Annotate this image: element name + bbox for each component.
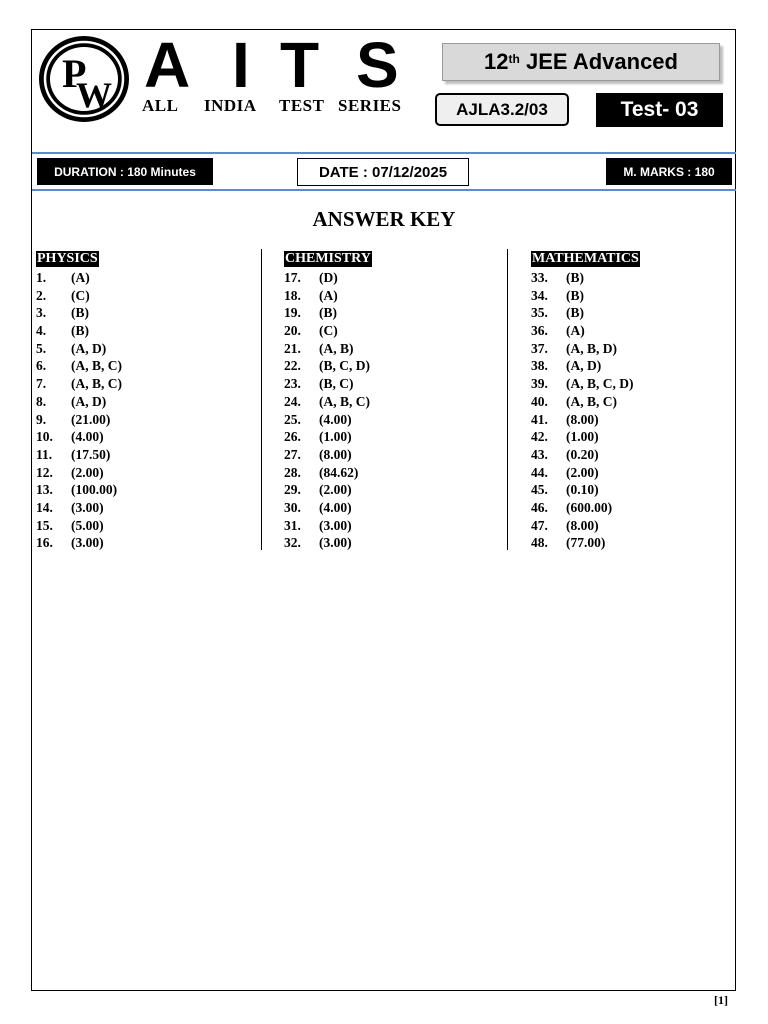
answer-row — [531, 304, 731, 322]
answer-value: (8.00) — [566, 411, 599, 427]
divider-bottom — [32, 189, 736, 191]
series-word: SERIES — [338, 96, 402, 115]
answer-value: (B) — [566, 270, 584, 285]
answer-value: (3.00) — [319, 517, 352, 533]
answer-row — [284, 340, 504, 358]
svg-text:W: W — [76, 75, 112, 115]
answer-row — [36, 428, 256, 446]
answer-value: (77.00) — [566, 535, 606, 551]
answer-value: (A, B, C, D) — [566, 376, 634, 392]
series-word: ALL — [142, 96, 179, 115]
section-physics — [36, 249, 256, 552]
series-word: TEST — [279, 96, 325, 115]
answer-row — [36, 534, 256, 552]
answer-row — [531, 481, 731, 499]
answer-row — [531, 534, 731, 552]
question-number: 33. — [531, 270, 548, 285]
question-number: 28. — [284, 464, 301, 480]
answer-value: (A, D) — [71, 393, 107, 409]
answer-value: (600.00) — [566, 499, 613, 515]
answer-row — [36, 499, 256, 517]
answer-value: (84.62) — [319, 464, 359, 480]
question-number: 31. — [284, 517, 301, 533]
column-divider — [261, 249, 262, 550]
answer-row — [36, 357, 256, 375]
answer-row — [36, 269, 256, 287]
answer-row — [284, 446, 504, 464]
answer-value: (A, B, C) — [71, 358, 122, 374]
divider-top — [32, 152, 736, 154]
answer-value: (3.00) — [71, 499, 104, 515]
question-number: 26. — [284, 429, 301, 445]
question-number: 35. — [531, 305, 548, 321]
answer-value: (2.00) — [319, 482, 352, 498]
question-number: 45. — [531, 482, 548, 498]
answer-row — [36, 287, 256, 305]
exam-grade-suffix: th — [508, 52, 520, 66]
answer-value: (A, D) — [71, 340, 107, 356]
answer-value: (A) — [71, 270, 90, 285]
date-box: DATE : 07/12/2025 — [297, 158, 469, 186]
brand-letter: T — [280, 29, 320, 101]
brand-letter: I — [232, 29, 250, 101]
answer-value: (A, B, C) — [319, 393, 370, 409]
svg-text:P: P — [62, 51, 87, 96]
exam-grade: 12 — [484, 49, 509, 74]
answer-value: (3.00) — [319, 535, 352, 551]
question-number: 30. — [284, 499, 301, 515]
section-mathematics — [531, 249, 731, 552]
question-number: 38. — [531, 358, 548, 374]
answer-row — [531, 464, 731, 482]
answer-row — [531, 517, 731, 535]
answer-value: (3.00) — [71, 535, 104, 551]
answer-row — [36, 446, 256, 464]
question-number: 24. — [284, 393, 301, 409]
question-number: 20. — [284, 323, 301, 339]
question-number: 40. — [531, 393, 548, 409]
question-number: 32. — [284, 535, 301, 551]
answer-value: (4.00) — [71, 429, 104, 445]
question-number: 25. — [284, 411, 301, 427]
section-chemistry — [284, 249, 504, 552]
answer-row — [36, 375, 256, 393]
answer-value: (B) — [71, 323, 89, 339]
question-number: 47. — [531, 517, 548, 533]
question-number: 39. — [531, 376, 548, 392]
pw-logo — [38, 35, 130, 123]
answer-row — [36, 464, 256, 482]
answer-row — [531, 269, 731, 287]
question-number: 16. — [36, 535, 53, 551]
question-number: 1. — [36, 270, 47, 285]
answer-value: (A, D) — [566, 358, 602, 374]
answer-value: (21.00) — [71, 411, 111, 427]
answer-value: (100.00) — [71, 482, 118, 498]
answer-row — [284, 304, 504, 322]
duration-badge: DURATION : 180 Minutes — [37, 158, 213, 185]
answer-row — [36, 322, 256, 340]
answer-value: (B) — [71, 305, 89, 321]
answer-value: (4.00) — [319, 411, 352, 427]
question-number: 41. — [531, 411, 548, 427]
paper-code: AJLA3.2/03 — [435, 93, 569, 126]
answer-value: (8.00) — [319, 446, 352, 462]
answer-row — [36, 517, 256, 535]
question-number: 19. — [284, 305, 301, 321]
question-number: 15. — [36, 517, 53, 533]
question-number: 17. — [284, 270, 301, 285]
answer-value: (B) — [319, 305, 337, 321]
answer-value: (8.00) — [566, 517, 599, 533]
answer-value: (A) — [566, 323, 585, 339]
question-number: 22. — [284, 358, 301, 374]
question-number: 46. — [531, 499, 548, 515]
answer-row — [36, 340, 256, 358]
answer-row — [284, 411, 504, 429]
question-number: 6. — [36, 358, 47, 374]
answer-value: (17.50) — [71, 446, 111, 462]
question-number: 10. — [36, 429, 53, 445]
answer-row — [36, 393, 256, 411]
answer-value: (5.00) — [71, 517, 104, 533]
answer-row — [531, 411, 731, 429]
answer-row — [284, 517, 504, 535]
question-number: 8. — [36, 393, 47, 409]
answer-row — [531, 340, 731, 358]
brand-letter: A — [144, 29, 191, 101]
answer-value: (B, C, D) — [319, 358, 370, 374]
answer-value: (4.00) — [319, 499, 352, 515]
answer-row — [284, 428, 504, 446]
answer-row — [531, 446, 731, 464]
answer-row — [531, 322, 731, 340]
question-number: 27. — [284, 446, 301, 462]
question-number: 42. — [531, 429, 548, 445]
answer-row — [36, 304, 256, 322]
question-number: 5. — [36, 340, 47, 356]
question-number: 12. — [36, 464, 53, 480]
answer-value: (1.00) — [566, 429, 599, 445]
question-number: 43. — [531, 446, 548, 462]
answer-row — [284, 269, 504, 287]
section-heading: CHEMISTRY — [285, 251, 371, 266]
series-word: INDIA — [204, 96, 257, 115]
answer-value: (0.20) — [566, 446, 599, 462]
brand-aits — [138, 30, 408, 100]
question-number: 9. — [36, 411, 47, 427]
answer-value: (B, C) — [319, 376, 354, 392]
question-number: 18. — [284, 287, 301, 303]
exam-name: JEE Advanced — [525, 49, 678, 74]
answer-value: (A) — [319, 287, 338, 303]
question-number: 13. — [36, 482, 53, 498]
exam-title-box — [442, 43, 720, 81]
answer-row — [531, 428, 731, 446]
page-number: [1] — [714, 993, 728, 1007]
answer-value: (2.00) — [566, 464, 599, 480]
answer-value: (D) — [319, 270, 338, 285]
answer-value: (B) — [566, 287, 584, 303]
question-number: 34. — [531, 287, 548, 303]
answer-value: (1.00) — [319, 429, 352, 445]
question-number: 23. — [284, 376, 301, 392]
question-number: 11. — [36, 446, 53, 462]
answer-row — [531, 357, 731, 375]
answer-row — [284, 499, 504, 517]
answer-row — [284, 464, 504, 482]
question-number: 3. — [36, 305, 47, 321]
answer-row — [36, 481, 256, 499]
answer-value: (C) — [319, 323, 338, 339]
test-label: Test- 03 — [596, 93, 723, 127]
section-heading: MATHEMATICS — [532, 251, 639, 266]
answer-row — [531, 287, 731, 305]
answer-row — [284, 481, 504, 499]
answer-row — [284, 287, 504, 305]
question-number: 44. — [531, 464, 548, 480]
answer-value: (A, B, D) — [566, 340, 617, 356]
question-number: 2. — [36, 287, 47, 303]
column-divider — [507, 249, 508, 550]
question-number: 36. — [531, 323, 548, 339]
answer-row — [284, 322, 504, 340]
question-number: 37. — [531, 340, 548, 356]
answer-value: (A, B, C) — [71, 376, 122, 392]
answer-row — [284, 357, 504, 375]
brand-letter: S — [356, 29, 399, 101]
answer-value: (2.00) — [71, 464, 104, 480]
max-marks-badge: M. MARKS : 180 — [606, 158, 732, 185]
answer-row — [284, 375, 504, 393]
question-number: 21. — [284, 340, 301, 356]
answer-value: (0.10) — [566, 482, 599, 498]
question-number: 48. — [531, 535, 548, 551]
question-number: 7. — [36, 376, 47, 392]
answer-value: (A, B, C) — [566, 393, 617, 409]
question-number: 14. — [36, 499, 53, 515]
page-title: ANSWER KEY — [312, 207, 456, 231]
answer-row — [531, 375, 731, 393]
section-heading: PHYSICS — [37, 251, 98, 266]
answer-value: (C) — [71, 287, 90, 303]
question-number: 29. — [284, 482, 301, 498]
answer-row — [531, 393, 731, 411]
answer-row — [284, 393, 504, 411]
question-number: 4. — [36, 323, 47, 339]
answer-row — [531, 499, 731, 517]
answer-value: (A, B) — [319, 340, 354, 356]
answer-row — [284, 534, 504, 552]
answer-value: (B) — [566, 305, 584, 321]
answer-row — [36, 411, 256, 429]
